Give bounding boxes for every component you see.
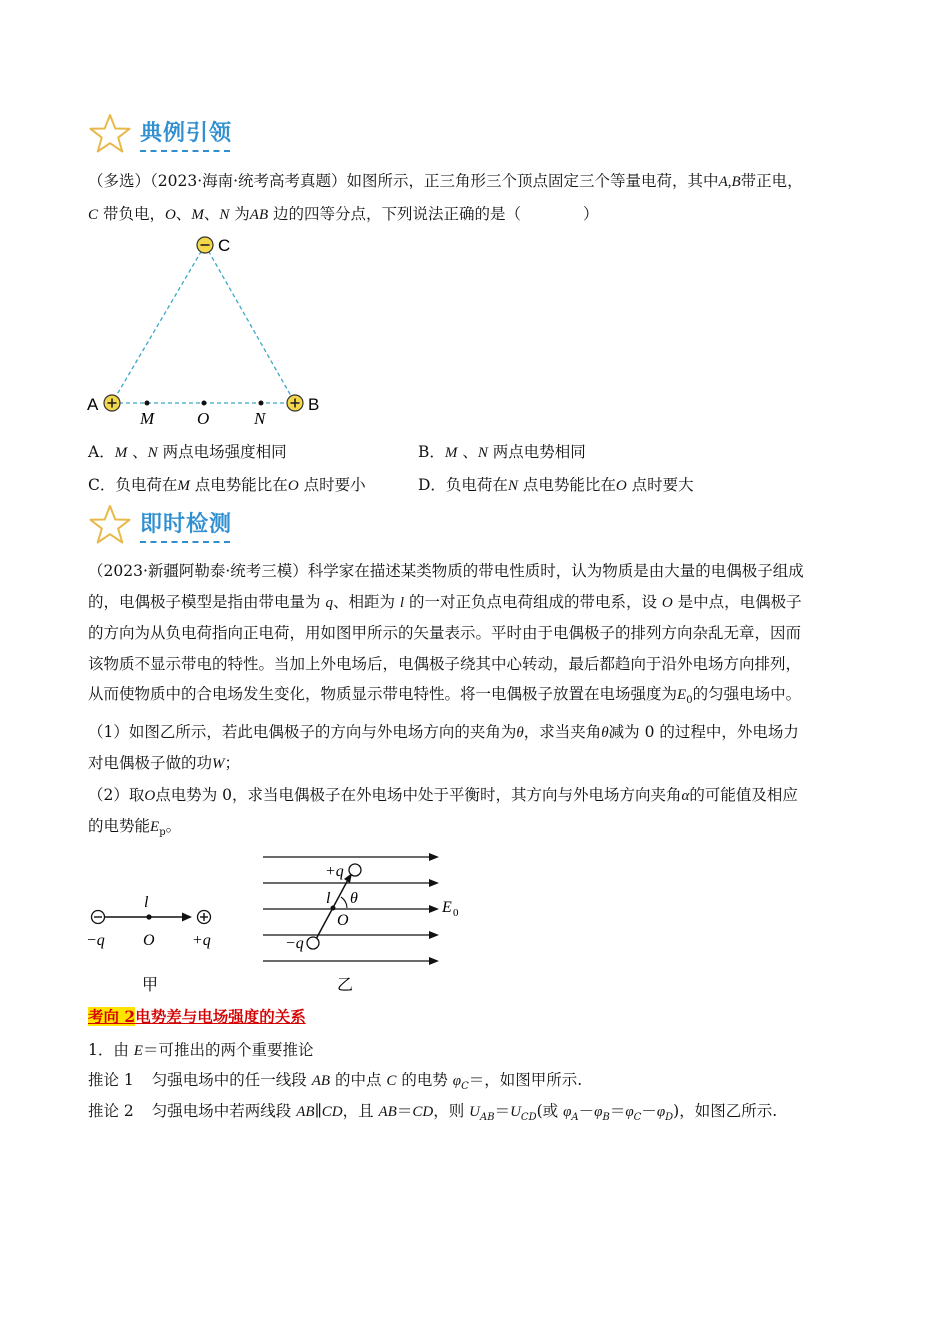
question-2-text: （2023·新疆阿勒泰·统考三模）科学家在描述某类物质的带电性质时，认为物质是由大量的电偶极子组成 的，电偶极子模型是指由带电量为 q、相距为 l 的一对正负点电荷组成的带电系，设 O 是中点，电偶极子 的方向为从负电荷指向正电荷，用如图甲所示的矢量表示。平时由于电偶极子的排列方向杂乱无章，因而 该物质不显示带电的特性。当加上外电场后，电偶极子绕其中心转动，最后都趋向于沿外电场方向排列， 从而使物质中的合电场发生变化，物质显示带电特性。将一电偶极子放置在电场强度为$E_0$的匀强电场中。 （1）如图乙所示，若此电偶极子的方向与外电场方向的夹角为θ，求当夹角θ减为 0 的过程中，外电场力 对电偶极子做的功W； （2）取O点电势为 0，求当电偶极子在外电场中处于平衡时，其方向与外电场方向夹角α的可能值及相应 的电势能$E_p$。	[88, 562, 804, 839]
label-m: M	[140, 409, 155, 428]
svg-text:0: 0	[453, 907, 459, 919]
q1-line-1: （多选）（2023·海南·统考高考真题）如图所示，正三角形三个顶点固定三个等量电荷，其中A,B带正电，	[88, 172, 803, 190]
svg-text:l: l	[144, 895, 149, 911]
title-underline	[140, 541, 230, 543]
svg-text:O: O	[143, 932, 155, 949]
option-b[interactable]: B．M 、N 两点电势相同	[418, 443, 586, 461]
svg-text:+q: +q	[325, 863, 344, 880]
option-d[interactable]: D．负电荷在N 点电势能比在O 点时要大	[418, 476, 694, 494]
svg-text:θ: θ	[350, 890, 358, 907]
title-underline	[140, 150, 230, 152]
q1-line-2: C 带负电，O、M、N 为AB 边的四等分点，下列说法正确的是（ ）	[88, 205, 599, 223]
svg-text:E: E	[442, 899, 452, 916]
star-icon	[88, 503, 132, 547]
label-b: B	[308, 395, 320, 414]
topic-tag: 考向 2	[88, 1007, 136, 1026]
question-1-text	[88, 166, 878, 230]
positive-charge-a	[104, 395, 120, 411]
negative-charge-c	[197, 237, 213, 253]
conclusion-2: 推论 2 匀强电场中若两线段 AB∥CD，且 AB＝CD，则 $U_{AB}=U_{CD}$(或 $\varphi_A-\varphi_B=\varphi_C-\varphi_D$)，如图乙所示.	[88, 1102, 778, 1124]
topic-heading	[88, 1005, 306, 1027]
positive-charge-b	[287, 395, 303, 411]
label-o: O	[197, 409, 210, 428]
svg-text:−q: −q	[86, 932, 105, 949]
caption-yi: 乙	[337, 975, 354, 994]
conclusion-1: 推论 1 匀强电场中的任一线段 AB 的中点 C 的电势 $\varphi_C=$，如图甲所示.	[88, 1071, 583, 1093]
triangle-charges-figure	[80, 230, 340, 430]
label-a: A	[87, 395, 99, 414]
caption-jia: 甲	[142, 975, 159, 994]
svg-text:O: O	[337, 912, 349, 929]
svg-text:l: l	[326, 890, 331, 907]
conclusion-intro: 1．由 E＝可推出的两个重要推论	[88, 1041, 314, 1059]
star-icon	[88, 112, 132, 156]
svg-text:+q: +q	[192, 932, 211, 949]
dipole-figure-jia	[82, 895, 222, 995]
svg-text:−q: −q	[285, 935, 304, 952]
section-title: 典例引领	[140, 121, 233, 146]
option-c[interactable]: C．负电荷在M 点电势能比在O 点时要小	[88, 476, 366, 494]
option-a[interactable]: A．M 、N 两点电场强度相同	[88, 443, 287, 461]
topic-title: 电势差与电场强度的关系	[135, 1007, 306, 1026]
section-title: 即时检测	[140, 512, 233, 537]
dipole-figure-yi	[255, 848, 475, 998]
label-n: N	[254, 409, 266, 428]
label-c: C	[218, 236, 231, 255]
